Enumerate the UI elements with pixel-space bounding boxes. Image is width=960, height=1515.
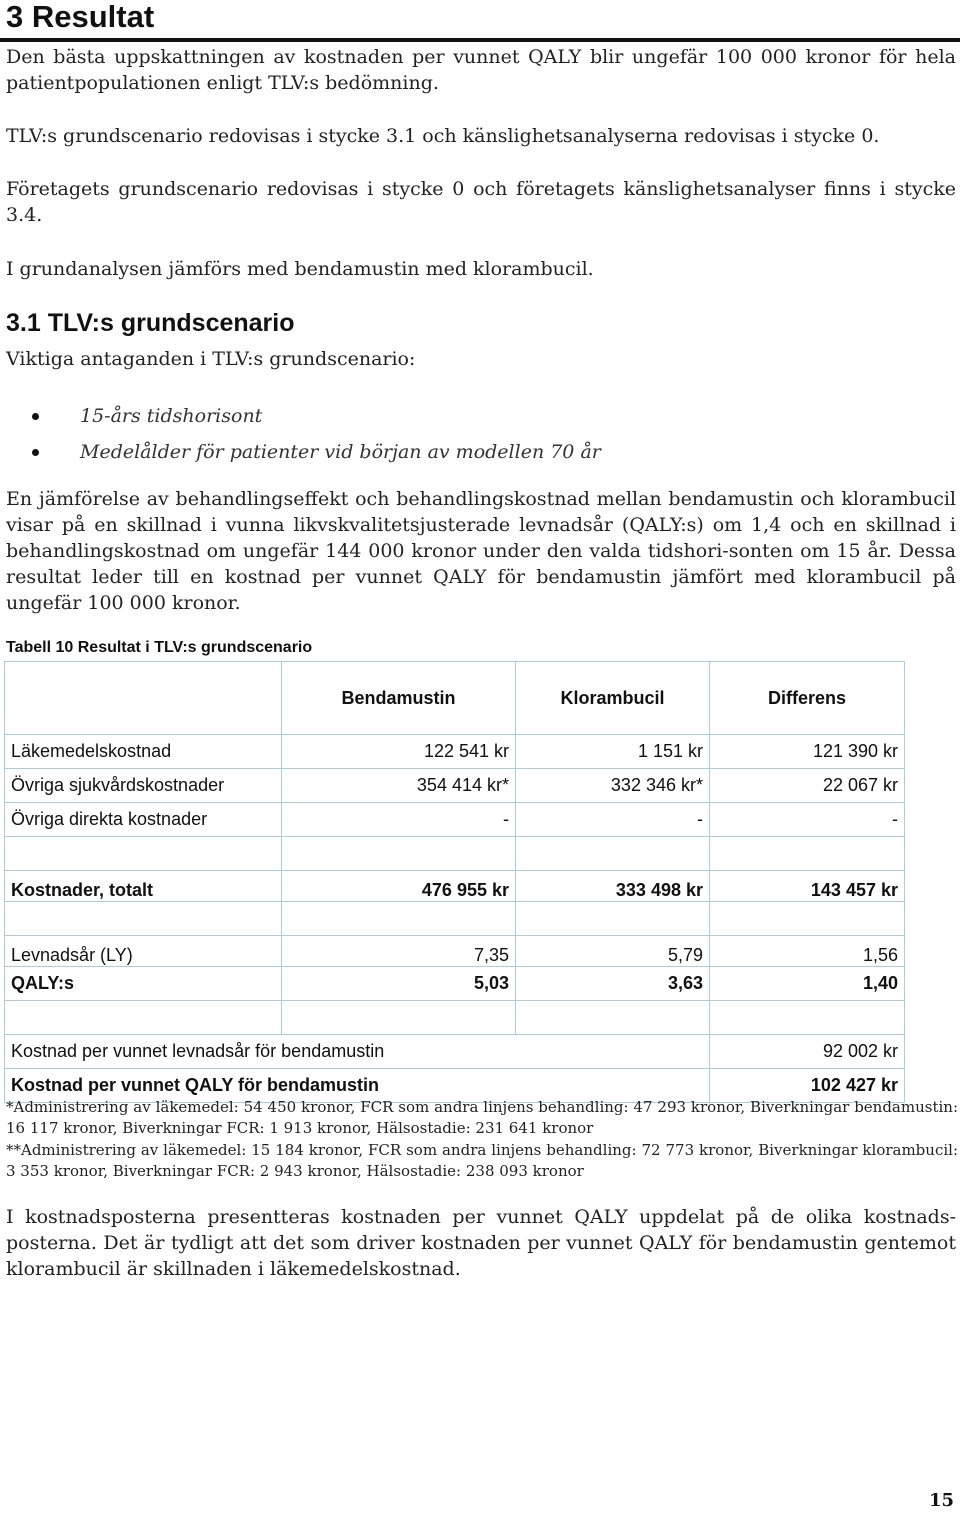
assumptions-intro: Viktiga antaganden i TLV:s grundscenario: <box>6 348 416 370</box>
bullet-icon <box>32 413 39 420</box>
heading-rule <box>0 38 960 42</box>
bullet-icon <box>32 449 39 456</box>
table-row: Övriga direkta kostnader - - - <box>5 803 905 837</box>
table-row: Övriga sjukvårdskostnader 354 414 kr* 332 346 kr* 22 067 kr <box>5 769 905 803</box>
table-spacer-row <box>5 902 905 936</box>
table-row: Kostnader, totalt 476 955 kr 333 498 kr 143 457 kr <box>5 871 905 902</box>
results-paragraph: En jämförelse av behandlingseffekt och behandlingskostnad mellan bendamustin och klorambucil visar på en skillnad i vunna likvskvalitetsjusterade levnadsår (QALY:s) om 1,4 och en skillnad i behandlingskostnad om ungefär 144 000 kronor under den valda tidshori-sonten om 15 år. Dessa resultat leder till en kostnad per vunnet QALY för bendamustin jämfört med klorambucil på ungefär 100 000 kronor. <box>6 488 956 614</box>
company-scenario-paragraph: Företagets grundscenario redovisas i stycke 0 och företagets känslighetsanalyser finns i stycke 3.4. <box>6 178 956 226</box>
table-header-row: Bendamustin Klorambucil Differens <box>5 662 905 735</box>
results-table <box>4 661 905 1103</box>
list-item: 15-års tidshorisont <box>0 402 900 438</box>
table-spacer-row <box>5 1001 905 1035</box>
table-row: Levnadsår (LY) 7,35 5,79 1,56 <box>5 936 905 967</box>
assumptions-list <box>0 402 900 474</box>
scenario-reference-paragraph: TLV:s grundscenario redovisas i stycke 3.1 och känslighetsanalyserna redovisas i stycke 0. <box>6 125 880 147</box>
table-row: QALY:s 5,03 3,63 1,40 <box>5 967 905 1001</box>
footnote-bendamustin: *Administrering av läkemedel: 54 450 kronor, FCR som andra linjens behandling: 47 293 kronor, Biverkningar bendamustin: 16 117 kronor, Biverkningar FCR: 1 913 kronor, Hälsostadie: 231 641 kronor <box>6 1098 958 1137</box>
section-heading: 3 Resultat <box>6 0 155 34</box>
comparison-paragraph: I grundanalysen jämförs med bendamustin med klorambucil. <box>6 258 594 280</box>
table-caption: Tabell 10 Resultat i TLV:s grundscenario <box>6 639 313 656</box>
footnote-klorambucil: **Administrering av läkemedel: 15 184 kronor, FCR som andra linjens behandling: 72 773 kronor, Biverkningar klorambucil: 3 353 kronor, Biverkningar FCR: 2 943 kronor, Hälsostadie: 238 093 kronor <box>6 1141 958 1180</box>
list-item: Medelålder för patienter vid början av modellen 70 år <box>0 438 900 474</box>
table-spacer-row <box>5 837 905 871</box>
closing-paragraph: I kostnadsposterna presentteras kostnaden per vunnet QALY uppdelat på de olika kostnads-posterna. Det är tydligt att det som driver kostnaden per vunnet QALY för bendamustin gentemot klorambucil är skillnaden i läkemedelskostnad. <box>6 1206 956 1280</box>
subsection-heading: 3.1 TLV:s grundscenario <box>6 309 295 337</box>
summary-paragraph: Den bästa uppskattningen av kostnaden per vunnet QALY blir ungefär 100 000 kronor för hela patientpopulationen enligt TLV:s bedömning. <box>6 46 956 94</box>
table-row: Kostnad per vunnet levnadsår för bendamustin 92 002 kr <box>5 1035 905 1069</box>
table-row: Kostnad per vunnet QALY för bendamustin 102 427 kr <box>5 1069 905 1103</box>
table-row: Läkemedelskostnad 122 541 kr 1 151 kr 121 390 kr <box>5 735 905 769</box>
page-number: 15 <box>928 1490 954 1511</box>
